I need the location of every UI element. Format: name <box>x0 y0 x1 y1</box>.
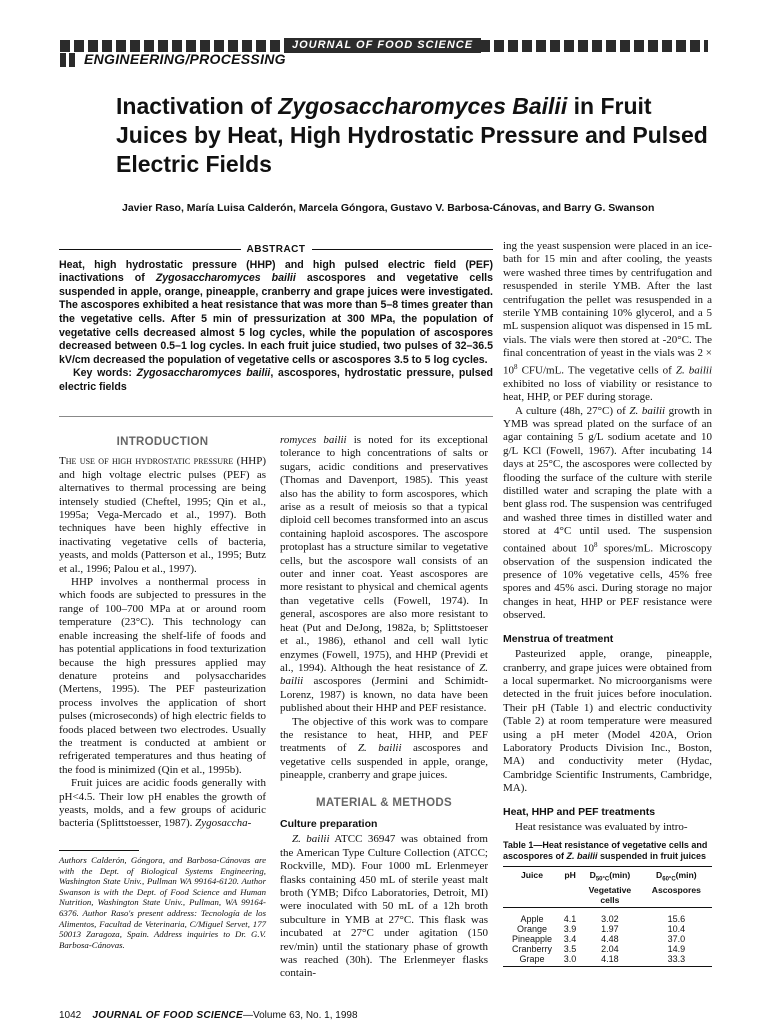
cell-d50: 2.04 <box>601 943 619 954</box>
culture-cont-b: CFU/mL. The vegetative cells of <box>517 364 676 377</box>
header-ph: pH <box>561 867 579 908</box>
caption-a: Table 1—Heat resistance of vegetative cells and ascospores of <box>503 840 708 861</box>
ascospore-species: Z. bailii <box>629 404 666 417</box>
ascospore-a: A culture (48h, 27°C) of <box>515 404 630 417</box>
table-row <box>503 944 712 954</box>
table-1 <box>503 840 712 967</box>
page-footer <box>59 1010 358 1021</box>
header-d50 <box>579 867 641 908</box>
d50-sub: 50°C <box>595 876 610 883</box>
section-label: ENGINEERING/PROCESSING <box>84 51 286 67</box>
cell-d50: 3.02 <box>601 913 619 924</box>
exponent-1: 8 <box>514 362 518 371</box>
intro-species: Zygosaccha- <box>195 817 252 830</box>
introduction-heading: INTRODUCTION <box>116 436 209 448</box>
menstrua-paragraph: Pasteurized apple, orange, pineapple, cranberry, and grape juices were obtained from a local supermarket. No microorganisms were detected in the fruit juices before inoculation. Their pH (Table 1) and electric conductivity (Table 2) at room temperature were measured using a pH meter (Model 420A, Orion Laboratory Products Division Inc., Boston, MA) and conductivity meter (Hydac, Cambridge Scientific Instruments, Cambridge, MA). <box>503 648 712 795</box>
d50-line3: cells <box>600 894 620 905</box>
caption-b: suspended in fruit juices <box>597 851 707 861</box>
d60-unit: (min) <box>675 870 697 880</box>
menstrua-heading: Menstrua of treatment <box>503 632 614 645</box>
table-row <box>503 954 712 967</box>
table-header-row <box>503 867 712 908</box>
ascospore-b: growth in YMB was spread plated on the surface of an agar containing 5 g/L sodium acetate and 10 g/L KCl (Fowell, 1967). After incubating 14 days at 25°C, the ascospores were collected by flooding the surface of the culture with sterile distilled water and scraping the plate with a bent glass rod. The suspension was centrifuged and washed three times in distilled water and stored at 4°C until used. The suspension contained about 10 <box>503 404 713 555</box>
keywords-rest: , ascospores, hydrostatic pressure, pulsed electric fields <box>59 367 493 393</box>
intro-text-3: Fruit juices are acidic foods generally with pH<4.5. Their low pH enables the growth of yeasts, molds, and a few groups of aciduric bacteria (Splittstoesser, 1987). <box>59 777 266 830</box>
cell-d60: 15.6 <box>667 913 686 924</box>
keywords-species: Zygosaccharomyces bailii <box>136 367 271 380</box>
abstract <box>59 243 493 395</box>
cell-juice: Apple <box>520 913 544 924</box>
title-part-2: in Fruit Juices by Heat, High Hydrostatic Pressure and Pulsed Electric Fields <box>116 93 708 177</box>
species-ref: Z. bailii <box>280 661 488 688</box>
culture-preparation-heading: Culture preparation <box>280 817 378 830</box>
intro-paragraph-4 <box>280 434 488 716</box>
journal-name: JOURNAL OF FOOD SCIENCE <box>284 38 481 53</box>
ascospore-paragraph <box>503 405 712 623</box>
d60-sub: 60°C <box>662 876 676 883</box>
intro-text-4: is noted for its exceptional tolerance to high concentrations of salts or sugars, acidic conditions and preservatives (Thomas and Davenport, 1985). This yeast also has the ability to form ascospores, which arise as a result of meiosis so that a typical diploid cell becomes transformed into an ascus containing haploid ascospores. The ascospore protoplast has a structure similar to vegetative cells, but the ascospore wall consists of an outer and inner coat. Yeast ascospores are more resistant to physical and chemical agents than vegetative cells (Fowell, 1974). In general, ascospores are also more resistant to heat (Put and DeJong, 1982a, b; Splittstoeser et al., 1986), ethanol and cell wall lytic enzymes (Fowell, 1975), and HHP (Previdi et al., 1994). Although the heat resistance of <box>280 434 488 674</box>
culture-cont-a: ing the yeast suspension were placed in an ice-bath for 15 min and after cooling, the yeasts were washed three times by centrifugation and resuspended in sterile YMB. After the last centrifugation the pellet was resuspended in a sterile YMB containing 10% glycerol, and a 5 mL suspension aliquot was dispensed in 15 mL vials. The vials were then stored at -20°C. The final concentration of yeast in the vials was 2 × 10 <box>503 240 712 377</box>
objective-paragraph <box>280 716 488 783</box>
cell-ph: 3.4 <box>563 933 577 944</box>
culture-paragraph-cont <box>503 240 712 405</box>
abstract-heading-text: ABSTRACT <box>246 244 306 255</box>
intro-text-4-end: ascospores (Jermini and Schimidt-Lorenz, 1987) is known, no data have been published about their HHP and PEF resistance. <box>280 675 488 715</box>
article-title <box>116 92 716 179</box>
page-number: 1042 <box>59 1010 82 1021</box>
d50-letter: D <box>589 870 596 880</box>
keywords <box>59 367 493 394</box>
abstract-divider <box>59 416 493 417</box>
culture-species: Z. bailii <box>292 833 330 846</box>
column-2 <box>280 434 488 981</box>
column-1 <box>59 434 266 831</box>
heat-resistance-table <box>503 866 712 967</box>
cell-d50: 1.97 <box>601 923 619 934</box>
abstract-rule-right <box>312 249 494 250</box>
header-d60 <box>641 867 712 908</box>
cell-d60: 33.3 <box>641 954 712 967</box>
treatments-paragraph: Heat resistance was evaluated by intro- <box>515 820 688 833</box>
cell-ph: 3.5 <box>563 943 577 954</box>
intro-paragraph-2: HHP involves a nonthermal process in which foods are subjected to pressures in the range of 100–700 MPa at or around room temperature (23°C). This technology can enable increasing the shelf-life of foods and has potential applications in food texturization because the high pressures applied may denature proteins and polysaccharides (Mertens, 1995). The PEF pasteurization process involves the application of short pulses (microseconds) of high electric fields to foods placed between two electrodes. Usually the treatment is conducted at ambient or refrigerated temperatures and thus heating of the food is minimized (Qin et al., 1995b). <box>59 576 266 776</box>
intro-lead: The use of high hydrostatic pressure <box>59 455 234 468</box>
caption-species: Z. bailii <box>566 851 598 861</box>
section-marker <box>60 53 78 67</box>
culture-paragraph <box>280 833 488 980</box>
ascospore-c: spores/mL. Microscopy observation of the suspension indicated the presence of 10% vegetative cells, 45% free spores and 45% asci. During storage no major changes in heat, HHP or PEF resistance were observed. <box>503 542 712 622</box>
journal-header-bar <box>60 40 708 68</box>
objective-text: The objective of this work was to compare the resistance to heat, HHP, and PEF treatments of <box>280 715 488 755</box>
table-row <box>503 924 712 934</box>
exponent-2: 8 <box>593 540 598 549</box>
keywords-label: Key words: <box>73 367 137 380</box>
title-part-1: Inactivation of <box>116 93 279 119</box>
cell-juice: Pineapple <box>511 933 553 944</box>
abstract-species: Zygosaccharomyces bailii <box>155 272 296 285</box>
cell-juice: Orange <box>516 923 548 934</box>
table-row <box>503 934 712 944</box>
cell-ph: 3.0 <box>561 954 579 967</box>
treatments-heading: Heat, HHP and PEF treatments <box>503 805 656 818</box>
cell-d60: 37.0 <box>667 933 686 944</box>
d50-line2: Vegetative <box>588 884 632 895</box>
footnote-divider <box>59 850 139 851</box>
objective-species: Z. bailii <box>357 742 402 755</box>
table-row <box>503 907 712 924</box>
culture-cont-c: exhibited no loss of viability or resistance to heat, HHP, or PEF during storage. <box>503 377 712 404</box>
objective-text-end: ascospores and vegetative cells suspended in apple, orange, pineapple, cranberry and grape juices. <box>280 742 489 782</box>
intro-text-1: (HHP) and high voltage electric pulses (PEF) as alternatives to thermal processing are being intensely studied (Cheftel, 1995; Qin et al., 1995a; Vega-Mercado et al., 1997). Both techniques have been highly effective in inactivating vegetative cells of bacteria, yeasts, and molds (Patterson et al., 1995; Butz et al., 1996; Palou et al., 1997). <box>59 455 266 575</box>
author-footnote: Authors Calderón, Góngora, and Barbosa-Cánovas are with the Dept. of Biological Systems Engineering, Washington State Univ., Pullman WA 99164-6120. Author Swanson is with the Dept. of Food Science and Human Nutrition, Washington State Univ., Pullman, WA 99164-6376. Author Raso's present address: Tecnología de los Alimentos, Facultad de Veterinaria, C/Miguel Servet, 177 50013 Zaragoza, Spain. Address inquiries to Dr. G.V. Barbosa-Cánovas. <box>59 855 266 950</box>
d50-unit: (min) <box>609 870 631 880</box>
footer-journal: JOURNAL OF FOOD SCIENCE <box>92 1010 243 1021</box>
cell-ph: 3.9 <box>563 923 577 934</box>
culture-text: ATCC 36947 was obtained from the American Type Culture Collection (ATCC; Rockville, MD). Four 1000 mL Erlenmeyer flasks containing 450 mL of sterile yeast malt broth (YMB; Difco Laboratories, Detroit, MI) were inoculated with 50 mL of a 12h broth subculture in YMB at 27°C. This flask was incubated at 27°C under agitation (150 rev/min) until the stationary phase of growth was reached (30h). The Erlenmeyer flasks contain- <box>280 833 488 980</box>
cell-d50: 4.18 <box>579 954 641 967</box>
d60-letter: D <box>656 870 663 880</box>
d60-line2: Ascospores <box>651 884 701 895</box>
abstract-body <box>59 259 493 368</box>
column-3 <box>503 240 712 834</box>
cell-d50: 4.48 <box>601 933 619 944</box>
cell-d60: 14.9 <box>667 943 686 954</box>
cell-juice: Cranberry <box>511 943 552 954</box>
author-list: Javier Raso, María Luisa Calderón, Marcela Góngora, Gustavo V. Barbosa-Cánovas, and Barry G. Swanson <box>122 202 655 214</box>
species-continued: romyces bailii <box>280 434 347 446</box>
footer-issue: —Volume 63, No. 1, 1998 <box>243 1010 358 1021</box>
abstract-rule-left <box>59 249 241 250</box>
abstract-text-2: ascospores and vegetative cells suspended in apple, orange, pineapple, cranberry and grape juices were investigated. The ascospores exhibited a heat resistance that was more than 5–8 times greater than the vegetative cells. After 5 min of pressurization at 300 MPa, the population of vegetative cells decreased almost 5 log cycles, while the population of ascospores decreased between 0.5–1 log cycles. In each fruit juice studied, two pulses of 32–36.5 kV/cm decreased the population of vegetative cells or ascospores 3.5 to 5 log cycles. <box>59 272 493 366</box>
title-species: Zygosaccharomyces Bailii <box>278 93 568 119</box>
abstract-text-1: Heat, high hydrostatic pressure (HHP) and high pulsed electric field (PEF) inactivations of <box>59 258 493 285</box>
header-juice: Juice <box>503 867 561 908</box>
abstract-heading <box>59 243 493 257</box>
methods-heading: MATERIAL & METHODS <box>316 796 452 809</box>
cell-d60: 10.4 <box>667 923 686 934</box>
intro-paragraph-3 <box>59 777 266 831</box>
cell-juice: Grape <box>503 954 561 967</box>
table-caption <box>503 840 712 862</box>
culture-cont-species: Z. bailii <box>675 364 713 377</box>
intro-paragraph-1 <box>59 455 266 576</box>
cell-ph: 4.1 <box>563 913 577 924</box>
